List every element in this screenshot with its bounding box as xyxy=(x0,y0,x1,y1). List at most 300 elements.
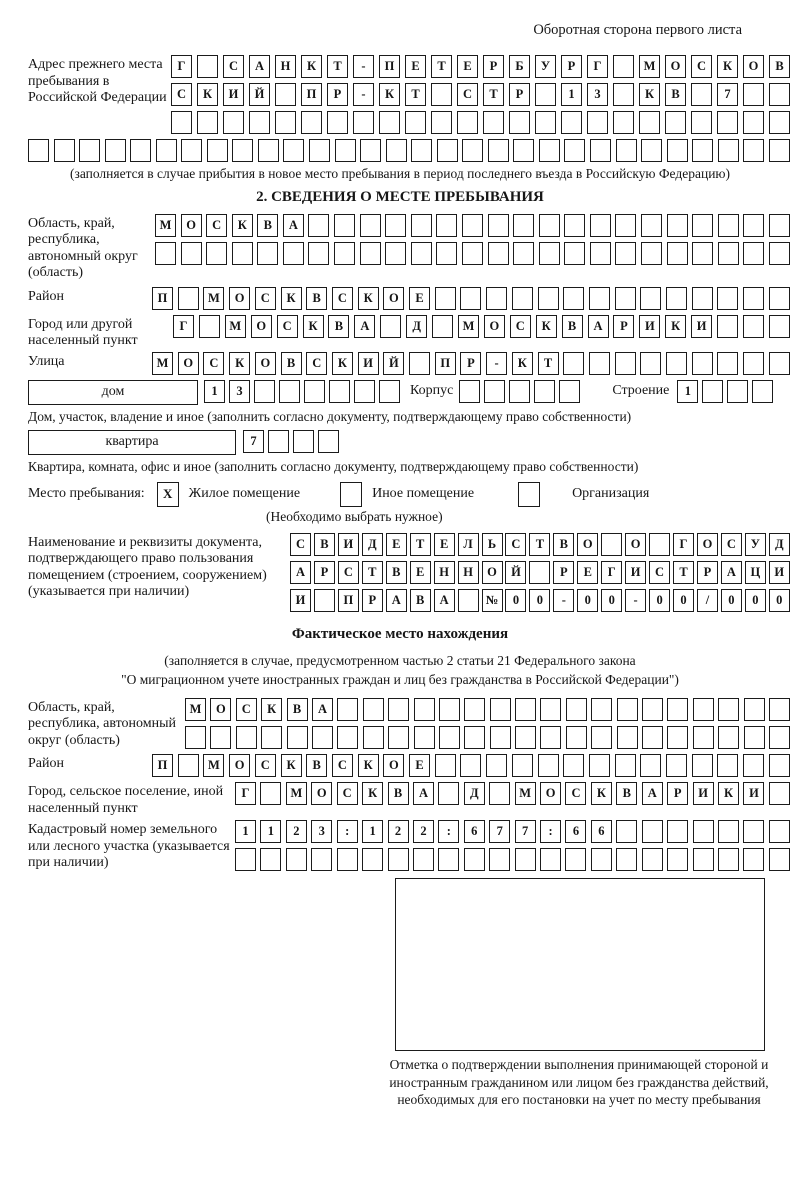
char-cell[interactable]: К xyxy=(591,782,612,805)
char-cell[interactable] xyxy=(752,380,773,403)
char-cell[interactable]: В xyxy=(281,352,302,375)
char-cell[interactable] xyxy=(435,754,456,777)
char-cell[interactable] xyxy=(590,214,611,237)
char-cell[interactable] xyxy=(312,726,333,749)
char-cell[interactable]: С xyxy=(691,55,712,78)
char-cell[interactable]: 0 xyxy=(649,589,670,612)
char-cell[interactable]: К xyxy=(358,287,379,310)
char-cell[interactable] xyxy=(769,754,790,777)
char-cell[interactable]: А xyxy=(413,782,434,805)
char-cell[interactable]: С xyxy=(649,561,670,584)
char-cell[interactable]: 0 xyxy=(769,589,790,612)
char-cell[interactable]: И xyxy=(639,315,660,338)
char-cell[interactable]: К xyxy=(639,83,660,106)
char-cell[interactable]: 0 xyxy=(601,589,622,612)
char-cell[interactable] xyxy=(616,139,637,162)
char-cell[interactable] xyxy=(457,111,478,134)
char-cell[interactable]: О xyxy=(311,782,332,805)
char-cell[interactable] xyxy=(718,726,739,749)
char-cell[interactable] xyxy=(539,139,560,162)
char-cell[interactable] xyxy=(641,242,662,265)
char-cell[interactable] xyxy=(642,820,663,843)
char-cell[interactable]: К xyxy=(512,352,533,375)
char-cell[interactable] xyxy=(591,726,612,749)
char-cell[interactable]: А xyxy=(283,214,304,237)
char-cell[interactable] xyxy=(379,111,400,134)
char-cell[interactable] xyxy=(743,83,764,106)
char-cell[interactable]: Е xyxy=(457,55,478,78)
char-cell[interactable] xyxy=(459,380,480,403)
char-cell[interactable] xyxy=(590,242,611,265)
char-cell[interactable]: И xyxy=(625,561,646,584)
char-cell[interactable]: - xyxy=(553,589,574,612)
char-cell[interactable]: О xyxy=(229,287,250,310)
char-cell[interactable] xyxy=(540,848,561,871)
char-cell[interactable]: 2 xyxy=(286,820,307,843)
char-cell[interactable]: Т xyxy=(327,55,348,78)
char-cell[interactable]: : xyxy=(337,820,358,843)
char-cell[interactable] xyxy=(411,139,432,162)
char-cell[interactable] xyxy=(337,848,358,871)
char-cell[interactable] xyxy=(486,287,507,310)
char-cell[interactable] xyxy=(692,214,713,237)
char-cell[interactable] xyxy=(744,698,765,721)
char-cell[interactable] xyxy=(308,214,329,237)
char-cell[interactable]: В xyxy=(287,698,308,721)
char-cell[interactable]: У xyxy=(745,533,766,556)
char-cell[interactable] xyxy=(232,242,253,265)
char-cell[interactable] xyxy=(649,533,670,556)
char-cell[interactable]: Г xyxy=(173,315,194,338)
char-cell[interactable]: Г xyxy=(673,533,694,556)
char-cell[interactable]: А xyxy=(386,589,407,612)
char-cell[interactable] xyxy=(769,139,790,162)
char-cell[interactable]: С xyxy=(306,352,327,375)
char-cell[interactable] xyxy=(385,214,406,237)
char-cell[interactable] xyxy=(464,726,485,749)
char-cell[interactable] xyxy=(409,352,430,375)
char-cell[interactable]: О xyxy=(577,533,598,556)
char-cell[interactable]: В xyxy=(386,561,407,584)
char-cell[interactable]: М xyxy=(286,782,307,805)
char-cell[interactable] xyxy=(769,242,790,265)
char-cell[interactable]: С xyxy=(337,782,358,805)
char-cell[interactable] xyxy=(283,242,304,265)
char-cell[interactable] xyxy=(615,242,636,265)
char-cell[interactable] xyxy=(437,139,458,162)
char-cell[interactable]: Е xyxy=(409,754,430,777)
char-cell[interactable]: П xyxy=(338,589,359,612)
char-cell[interactable] xyxy=(769,726,790,749)
char-cell[interactable]: : xyxy=(438,820,459,843)
char-cell[interactable] xyxy=(667,726,688,749)
char-cell[interactable] xyxy=(379,380,400,403)
char-cell[interactable] xyxy=(717,315,738,338)
char-cell[interactable] xyxy=(388,698,409,721)
char-cell[interactable] xyxy=(254,380,275,403)
char-cell[interactable] xyxy=(559,380,580,403)
char-cell[interactable] xyxy=(640,287,661,310)
char-cell[interactable] xyxy=(260,782,281,805)
char-cell[interactable] xyxy=(529,561,550,584)
char-cell[interactable] xyxy=(335,139,356,162)
char-cell[interactable]: О xyxy=(625,533,646,556)
char-cell[interactable] xyxy=(360,242,381,265)
char-cell[interactable] xyxy=(490,726,511,749)
char-cell[interactable]: С xyxy=(505,533,526,556)
char-cell[interactable]: 2 xyxy=(388,820,409,843)
char-cell[interactable] xyxy=(590,139,611,162)
char-cell[interactable]: К xyxy=(197,83,218,106)
char-cell[interactable]: И xyxy=(338,533,359,556)
char-cell[interactable] xyxy=(484,380,505,403)
char-cell[interactable]: Р xyxy=(362,589,383,612)
char-cell[interactable]: М xyxy=(203,754,224,777)
char-cell[interactable]: 1 xyxy=(204,380,225,403)
char-cell[interactable] xyxy=(513,139,534,162)
char-cell[interactable] xyxy=(615,214,636,237)
char-cell[interactable] xyxy=(666,754,687,777)
char-cell[interactable]: Е xyxy=(434,533,455,556)
char-cell[interactable] xyxy=(439,726,460,749)
char-cell[interactable] xyxy=(692,352,713,375)
char-cell[interactable] xyxy=(130,139,151,162)
char-cell[interactable] xyxy=(534,380,555,403)
char-cell[interactable]: К xyxy=(281,754,302,777)
char-cell[interactable]: М xyxy=(203,287,224,310)
char-cell[interactable] xyxy=(727,380,748,403)
char-cell[interactable] xyxy=(156,139,177,162)
char-cell[interactable] xyxy=(717,111,738,134)
char-cell[interactable] xyxy=(261,726,282,749)
char-cell[interactable]: С xyxy=(332,287,353,310)
char-cell[interactable]: В xyxy=(314,533,335,556)
char-cell[interactable]: С xyxy=(565,782,586,805)
char-cell[interactable] xyxy=(414,726,435,749)
organization-checkbox[interactable] xyxy=(518,482,540,507)
char-cell[interactable] xyxy=(615,352,636,375)
char-cell[interactable] xyxy=(743,111,764,134)
char-cell[interactable] xyxy=(178,754,199,777)
char-cell[interactable] xyxy=(617,698,638,721)
char-cell[interactable] xyxy=(293,430,314,453)
char-cell[interactable] xyxy=(354,380,375,403)
char-cell[interactable] xyxy=(363,698,384,721)
char-cell[interactable]: Д xyxy=(406,315,427,338)
char-cell[interactable] xyxy=(327,111,348,134)
char-cell[interactable] xyxy=(563,754,584,777)
char-cell[interactable] xyxy=(639,111,660,134)
char-cell[interactable]: В xyxy=(769,55,790,78)
char-cell[interactable] xyxy=(197,55,218,78)
char-cell[interactable]: С xyxy=(255,287,276,310)
char-cell[interactable] xyxy=(207,139,228,162)
char-cell[interactable] xyxy=(540,726,561,749)
char-cell[interactable] xyxy=(692,287,713,310)
char-cell[interactable] xyxy=(769,315,790,338)
char-cell[interactable] xyxy=(483,111,504,134)
char-cell[interactable]: О xyxy=(181,214,202,237)
char-cell[interactable]: 7 xyxy=(515,820,536,843)
char-cell[interactable]: 1 xyxy=(235,820,256,843)
char-cell[interactable]: - xyxy=(353,55,374,78)
char-cell[interactable] xyxy=(666,352,687,375)
char-cell[interactable] xyxy=(692,754,713,777)
char-cell[interactable]: Р xyxy=(509,83,530,106)
char-cell[interactable]: Е xyxy=(410,561,431,584)
char-cell[interactable] xyxy=(235,848,256,871)
char-cell[interactable] xyxy=(311,848,332,871)
char-cell[interactable] xyxy=(314,589,335,612)
char-cell[interactable]: А xyxy=(290,561,311,584)
char-cell[interactable] xyxy=(743,820,764,843)
char-cell[interactable] xyxy=(566,726,587,749)
char-cell[interactable] xyxy=(464,848,485,871)
char-cell[interactable]: С xyxy=(255,754,276,777)
char-cell[interactable] xyxy=(717,754,738,777)
char-cell[interactable]: - xyxy=(625,589,646,612)
char-cell[interactable] xyxy=(615,754,636,777)
char-cell[interactable] xyxy=(488,242,509,265)
char-cell[interactable] xyxy=(769,111,790,134)
char-cell[interactable] xyxy=(181,242,202,265)
char-cell[interactable] xyxy=(564,214,585,237)
char-cell[interactable]: О xyxy=(210,698,231,721)
char-cell[interactable] xyxy=(488,214,509,237)
char-cell[interactable]: 1 xyxy=(260,820,281,843)
char-cell[interactable] xyxy=(601,533,622,556)
char-cell[interactable]: Т xyxy=(431,55,452,78)
char-cell[interactable] xyxy=(667,820,688,843)
char-cell[interactable]: П xyxy=(152,287,173,310)
char-cell[interactable]: С xyxy=(206,214,227,237)
char-cell[interactable] xyxy=(743,754,764,777)
char-cell[interactable]: 3 xyxy=(229,380,250,403)
char-cell[interactable] xyxy=(386,139,407,162)
char-cell[interactable] xyxy=(642,848,663,871)
char-cell[interactable] xyxy=(286,848,307,871)
char-cell[interactable] xyxy=(287,726,308,749)
char-cell[interactable] xyxy=(414,698,435,721)
char-cell[interactable] xyxy=(564,242,585,265)
char-cell[interactable]: М xyxy=(639,55,660,78)
char-cell[interactable] xyxy=(28,139,49,162)
char-cell[interactable] xyxy=(718,698,739,721)
char-cell[interactable]: А xyxy=(721,561,742,584)
char-cell[interactable] xyxy=(275,111,296,134)
char-cell[interactable]: Е xyxy=(386,533,407,556)
char-cell[interactable]: О xyxy=(229,754,250,777)
other-premises-checkbox[interactable] xyxy=(340,482,362,507)
char-cell[interactable]: 0 xyxy=(529,589,550,612)
char-cell[interactable] xyxy=(236,726,257,749)
char-cell[interactable]: К xyxy=(332,352,353,375)
char-cell[interactable] xyxy=(616,848,637,871)
char-cell[interactable]: К xyxy=(717,55,738,78)
char-cell[interactable]: П xyxy=(435,352,456,375)
char-cell[interactable]: Р xyxy=(327,83,348,106)
char-cell[interactable]: Л xyxy=(458,533,479,556)
char-cell[interactable]: Р xyxy=(613,315,634,338)
char-cell[interactable] xyxy=(486,754,507,777)
char-cell[interactable] xyxy=(462,214,483,237)
char-cell[interactable] xyxy=(667,698,688,721)
char-cell[interactable] xyxy=(411,242,432,265)
char-cell[interactable]: 3 xyxy=(311,820,332,843)
char-cell[interactable]: О xyxy=(743,55,764,78)
char-cell[interactable]: Р xyxy=(483,55,504,78)
char-cell[interactable] xyxy=(171,111,192,134)
char-cell[interactable] xyxy=(301,111,322,134)
char-cell[interactable]: Т xyxy=(673,561,694,584)
char-cell[interactable]: Е xyxy=(577,561,598,584)
char-cell[interactable] xyxy=(388,848,409,871)
char-cell[interactable] xyxy=(275,83,296,106)
char-cell[interactable]: А xyxy=(249,55,270,78)
char-cell[interactable]: 3 xyxy=(587,83,608,106)
char-cell[interactable]: В xyxy=(306,754,327,777)
char-cell[interactable] xyxy=(360,139,381,162)
char-cell[interactable]: В xyxy=(257,214,278,237)
char-cell[interactable]: В xyxy=(553,533,574,556)
char-cell[interactable] xyxy=(431,111,452,134)
char-cell[interactable]: О xyxy=(251,315,272,338)
char-cell[interactable] xyxy=(539,242,560,265)
char-cell[interactable] xyxy=(509,111,530,134)
char-cell[interactable] xyxy=(566,698,587,721)
char-cell[interactable] xyxy=(432,315,453,338)
apartment-box[interactable]: квартира xyxy=(28,430,236,455)
char-cell[interactable]: К xyxy=(379,83,400,106)
char-cell[interactable] xyxy=(539,214,560,237)
char-cell[interactable] xyxy=(318,430,339,453)
char-cell[interactable] xyxy=(309,139,330,162)
char-cell[interactable]: О xyxy=(482,561,503,584)
char-cell[interactable] xyxy=(718,139,739,162)
char-cell[interactable]: Н xyxy=(458,561,479,584)
char-cell[interactable] xyxy=(411,214,432,237)
char-cell[interactable]: 1 xyxy=(561,83,582,106)
char-cell[interactable]: А xyxy=(642,782,663,805)
char-cell[interactable] xyxy=(769,287,790,310)
char-cell[interactable] xyxy=(769,83,790,106)
char-cell[interactable]: № xyxy=(482,589,503,612)
char-cell[interactable]: С xyxy=(721,533,742,556)
char-cell[interactable]: О xyxy=(697,533,718,556)
char-cell[interactable]: У xyxy=(535,55,556,78)
char-cell[interactable] xyxy=(258,139,279,162)
char-cell[interactable]: К xyxy=(301,55,322,78)
char-cell[interactable] xyxy=(249,111,270,134)
char-cell[interactable]: О xyxy=(383,754,404,777)
char-cell[interactable]: И xyxy=(290,589,311,612)
char-cell[interactable]: С xyxy=(223,55,244,78)
char-cell[interactable] xyxy=(490,698,511,721)
char-cell[interactable]: К xyxy=(665,315,686,338)
char-cell[interactable] xyxy=(640,352,661,375)
char-cell[interactable] xyxy=(667,848,688,871)
char-cell[interactable] xyxy=(513,214,534,237)
char-cell[interactable] xyxy=(512,754,533,777)
char-cell[interactable]: А xyxy=(588,315,609,338)
char-cell[interactable] xyxy=(693,726,714,749)
char-cell[interactable]: С xyxy=(332,754,353,777)
char-cell[interactable]: С xyxy=(171,83,192,106)
char-cell[interactable] xyxy=(640,754,661,777)
char-cell[interactable] xyxy=(181,139,202,162)
char-cell[interactable]: М xyxy=(458,315,479,338)
char-cell[interactable]: П xyxy=(152,754,173,777)
char-cell[interactable] xyxy=(458,589,479,612)
char-cell[interactable] xyxy=(692,242,713,265)
char-cell[interactable] xyxy=(693,820,714,843)
char-cell[interactable] xyxy=(337,726,358,749)
char-cell[interactable]: 7 xyxy=(489,820,510,843)
char-cell[interactable]: А xyxy=(434,589,455,612)
char-cell[interactable] xyxy=(641,139,662,162)
char-cell[interactable]: 0 xyxy=(673,589,694,612)
char-cell[interactable]: И xyxy=(691,315,712,338)
char-cell[interactable]: К xyxy=(281,287,302,310)
char-cell[interactable] xyxy=(232,139,253,162)
char-cell[interactable]: К xyxy=(536,315,557,338)
char-cell[interactable] xyxy=(462,242,483,265)
char-cell[interactable] xyxy=(337,698,358,721)
char-cell[interactable] xyxy=(515,848,536,871)
char-cell[interactable]: 6 xyxy=(565,820,586,843)
char-cell[interactable] xyxy=(329,380,350,403)
char-cell[interactable] xyxy=(260,848,281,871)
char-cell[interactable] xyxy=(769,214,790,237)
char-cell[interactable] xyxy=(178,287,199,310)
char-cell[interactable] xyxy=(512,287,533,310)
char-cell[interactable]: 6 xyxy=(591,820,612,843)
char-cell[interactable] xyxy=(489,782,510,805)
char-cell[interactable] xyxy=(538,754,559,777)
char-cell[interactable]: Т xyxy=(538,352,559,375)
house-box[interactable]: дом xyxy=(28,380,198,405)
char-cell[interactable] xyxy=(540,698,561,721)
char-cell[interactable]: Г xyxy=(601,561,622,584)
char-cell[interactable] xyxy=(769,848,790,871)
char-cell[interactable]: Р xyxy=(460,352,481,375)
char-cell[interactable] xyxy=(413,848,434,871)
char-cell[interactable]: К xyxy=(261,698,282,721)
char-cell[interactable] xyxy=(587,111,608,134)
char-cell[interactable]: 0 xyxy=(745,589,766,612)
char-cell[interactable] xyxy=(564,139,585,162)
char-cell[interactable]: Й xyxy=(249,83,270,106)
char-cell[interactable] xyxy=(692,139,713,162)
char-cell[interactable] xyxy=(197,111,218,134)
char-cell[interactable] xyxy=(743,139,764,162)
char-cell[interactable]: Н xyxy=(434,561,455,584)
char-cell[interactable] xyxy=(743,287,764,310)
char-cell[interactable] xyxy=(718,214,739,237)
char-cell[interactable]: К xyxy=(362,782,383,805)
char-cell[interactable]: 1 xyxy=(677,380,698,403)
char-cell[interactable] xyxy=(642,726,663,749)
char-cell[interactable]: С xyxy=(203,352,224,375)
char-cell[interactable] xyxy=(743,242,764,265)
char-cell[interactable] xyxy=(279,380,300,403)
char-cell[interactable]: П xyxy=(301,83,322,106)
char-cell[interactable]: Б xyxy=(509,55,530,78)
char-cell[interactable] xyxy=(199,315,220,338)
char-cell[interactable]: О xyxy=(665,55,686,78)
char-cell[interactable]: О xyxy=(383,287,404,310)
char-cell[interactable] xyxy=(438,848,459,871)
